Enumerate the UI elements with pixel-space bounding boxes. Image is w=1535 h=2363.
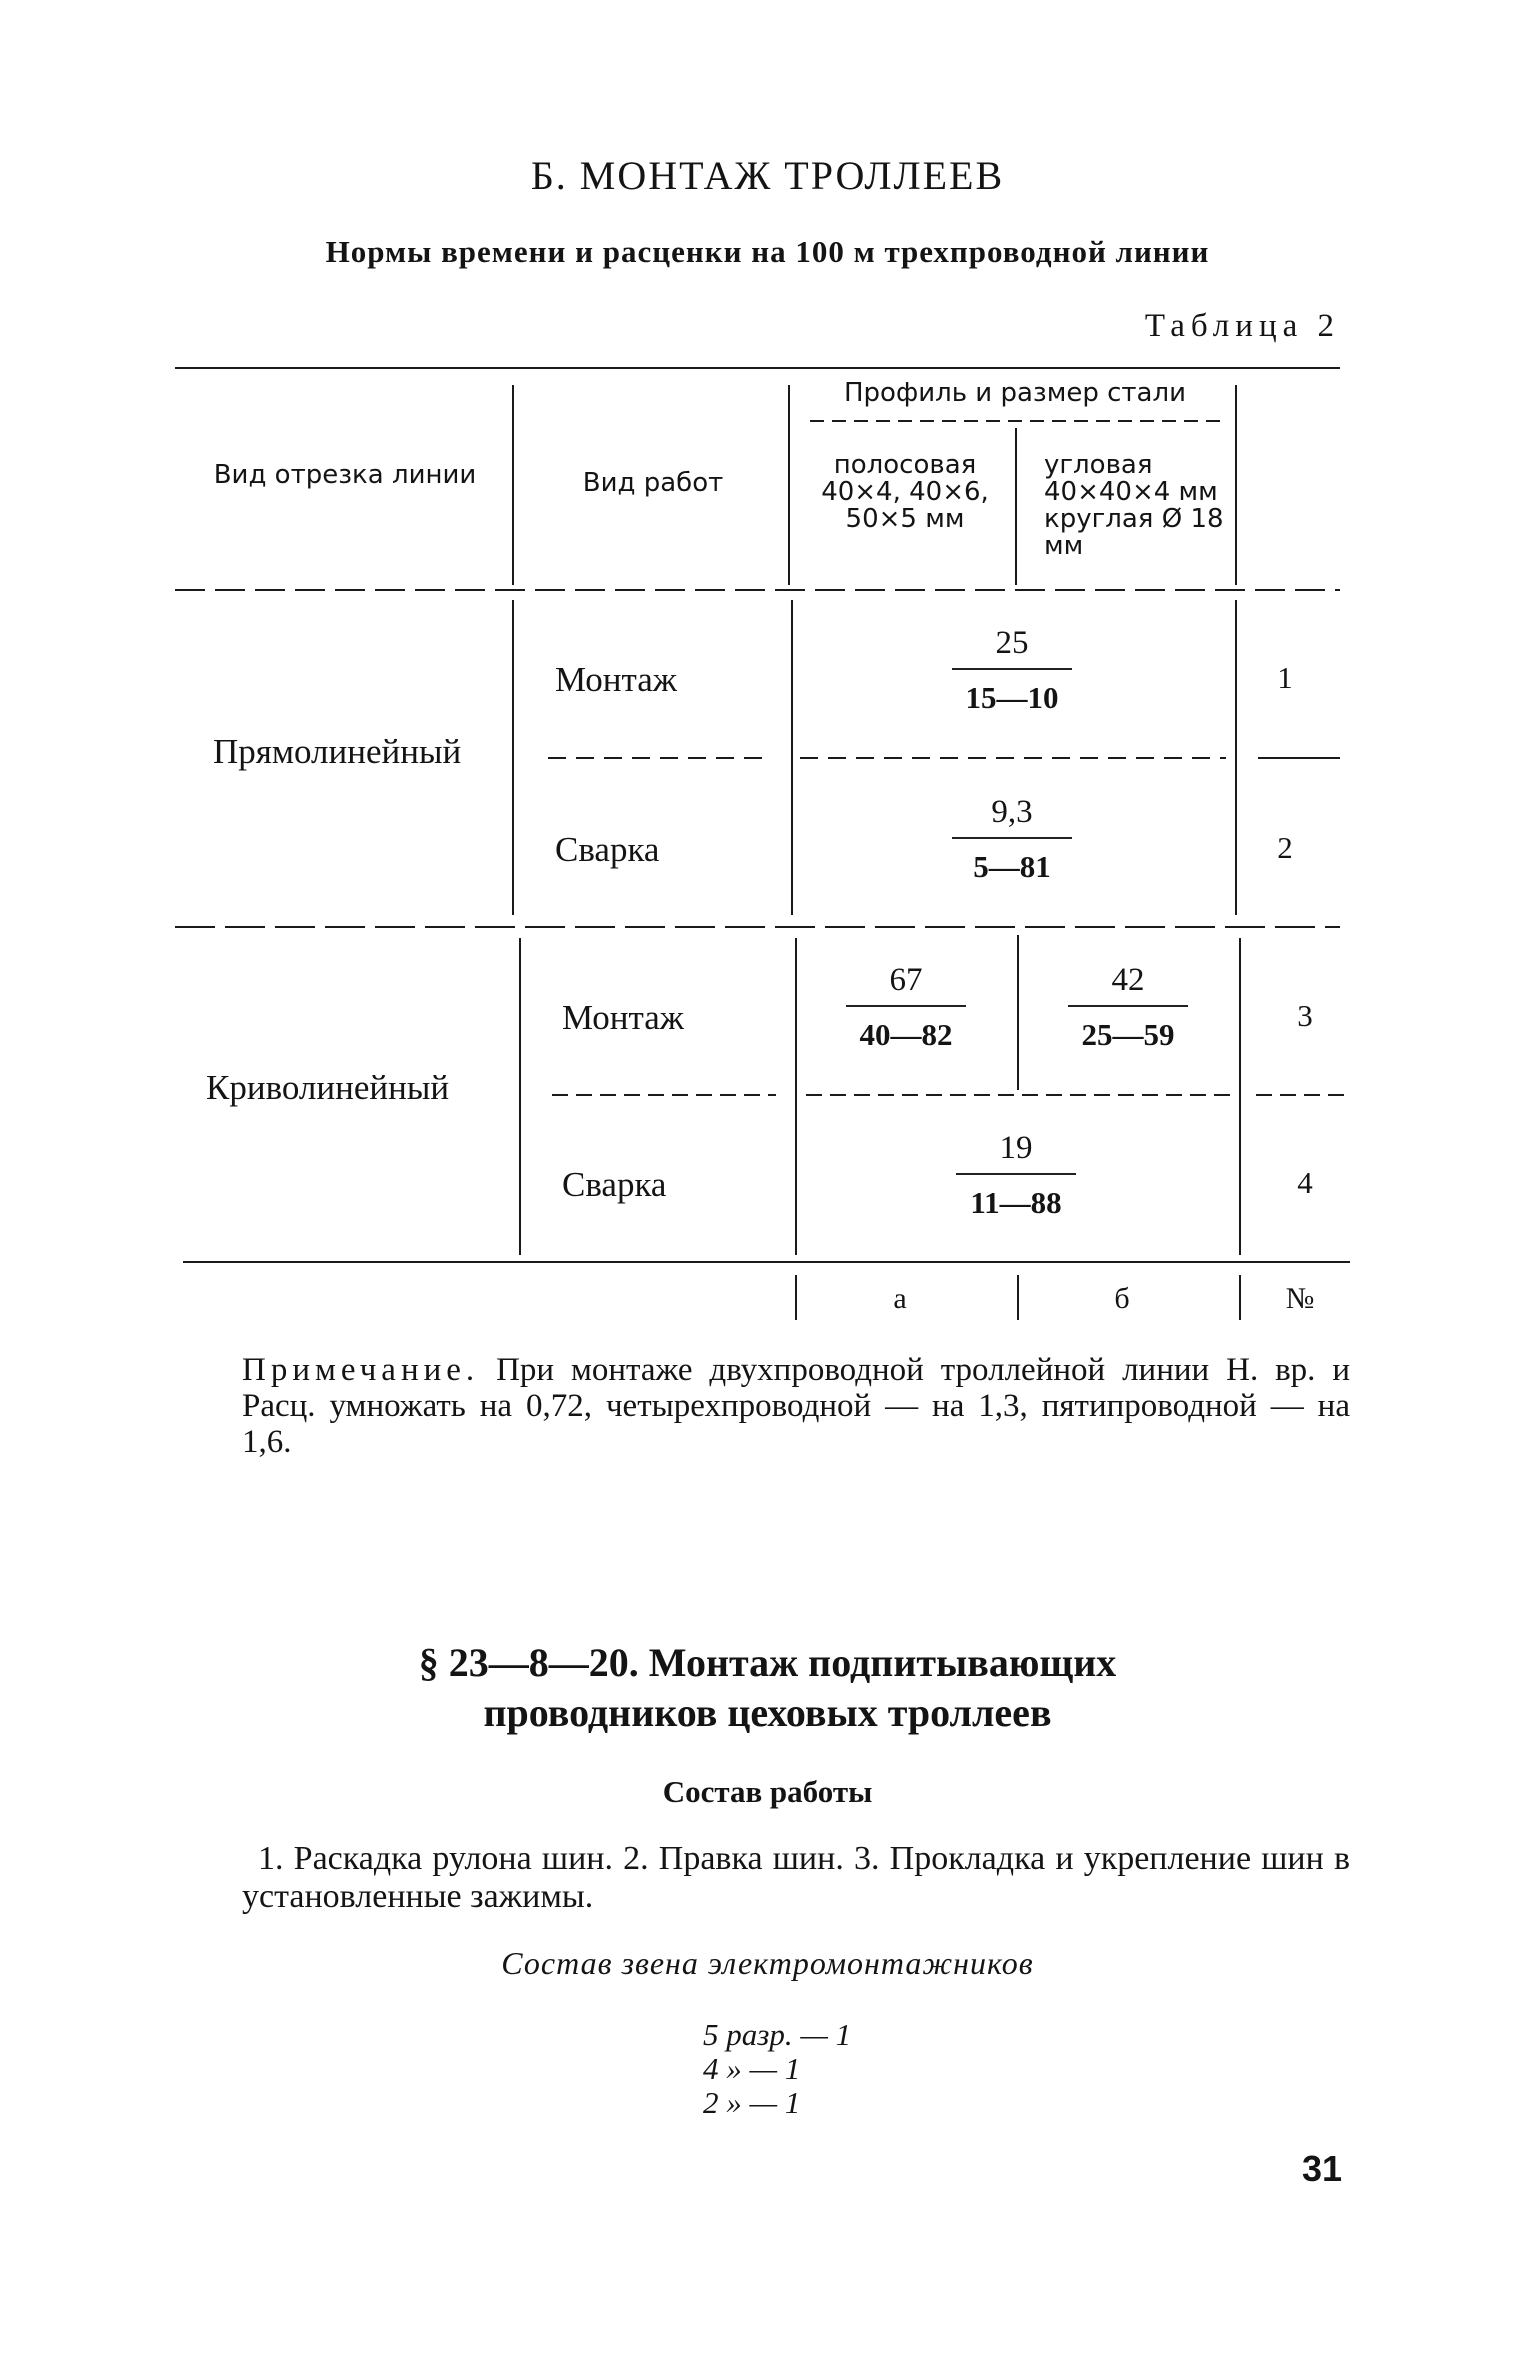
time-norm: 67	[889, 962, 923, 998]
work-mounting: Монтаж	[555, 660, 677, 699]
header-profile-group: Профиль и размер стали	[844, 378, 1186, 408]
rate: 25—59	[1068, 1005, 1188, 1053]
segment-curved: Криволинейный	[206, 1068, 450, 1107]
note-text: При монтаже двухпроводной троллейной линии Н. вр. и Расц. умножать на 0,72, четырехпроводной — на 1,3, пятипроводной — на 1,6.	[242, 1352, 1350, 1460]
column-label-a: а	[893, 1282, 907, 1315]
column-label-b: б	[1114, 1282, 1130, 1315]
rate: 5—81	[952, 837, 1072, 885]
table-label: Таблица 2	[1144, 308, 1340, 344]
crew-grade: 2 » — 1	[703, 2085, 801, 2120]
norm-value	[952, 794, 1072, 885]
paragraph-heading-text: § 23—8—20. Монтаж подпитывающих проводников цеховых троллеев	[418, 1640, 1117, 1735]
norm-value	[952, 625, 1072, 716]
norm-value	[956, 1130, 1076, 1221]
table-subheading: Нормы времени и расценки на 100 м трехпроводной линии	[325, 234, 1210, 269]
norm-value	[846, 962, 966, 1053]
time-norm: 42	[1111, 962, 1145, 998]
table-note	[242, 1352, 1350, 1460]
work-composition-body: 1. Раскадка рулона шин. 2. Правка шин. 3. Прокладка и укрепление шин в установленные зажимы.	[242, 1840, 1350, 1915]
crew-grades	[703, 2018, 851, 2120]
time-norm: 19	[999, 1130, 1033, 1166]
note-label: Примечание.	[242, 1352, 480, 1388]
work-composition-title: Состав работы	[662, 1774, 873, 1809]
crew-grade: 4 » — 1	[703, 2051, 801, 2086]
crew-grade: 5 разр. — 1	[703, 2017, 852, 2052]
column-label-no: №	[1285, 1282, 1315, 1315]
header-col-a: полосовая 40×4, 40×6, 50×5 мм	[821, 450, 989, 534]
rate: 40—82	[846, 1005, 966, 1053]
header-col-b: угловая 40×40×4 мм круглая Ø 18 мм	[1044, 450, 1224, 561]
paragraph-heading	[0, 1638, 1535, 1738]
section-heading: Б. МОНТАЖ ТРОЛЛЕЕВ	[530, 153, 1005, 198]
row-number: 2	[1277, 830, 1293, 865]
header-work-type: Вид работ	[582, 468, 724, 498]
crew-title: Состав звена электромонтажников	[501, 1945, 1034, 1981]
work-composition-text	[242, 1840, 1350, 1916]
time-norm: 9,3	[991, 794, 1033, 830]
norm-value	[1068, 962, 1188, 1053]
row-number: 1	[1277, 660, 1293, 695]
time-norm: 25	[995, 625, 1029, 661]
row-number: 4	[1297, 1165, 1313, 1200]
page-number: 31	[1301, 2148, 1342, 2189]
work-welding: Сварка	[562, 1165, 667, 1204]
header-segment-type: Вид отрезка линии	[213, 460, 477, 490]
rate: 11—88	[956, 1173, 1076, 1221]
rate: 15—10	[952, 668, 1072, 716]
work-welding: Сварка	[555, 830, 660, 869]
segment-straight: Прямолинейный	[213, 732, 462, 771]
row-number: 3	[1297, 998, 1313, 1033]
work-mounting: Монтаж	[562, 998, 684, 1037]
